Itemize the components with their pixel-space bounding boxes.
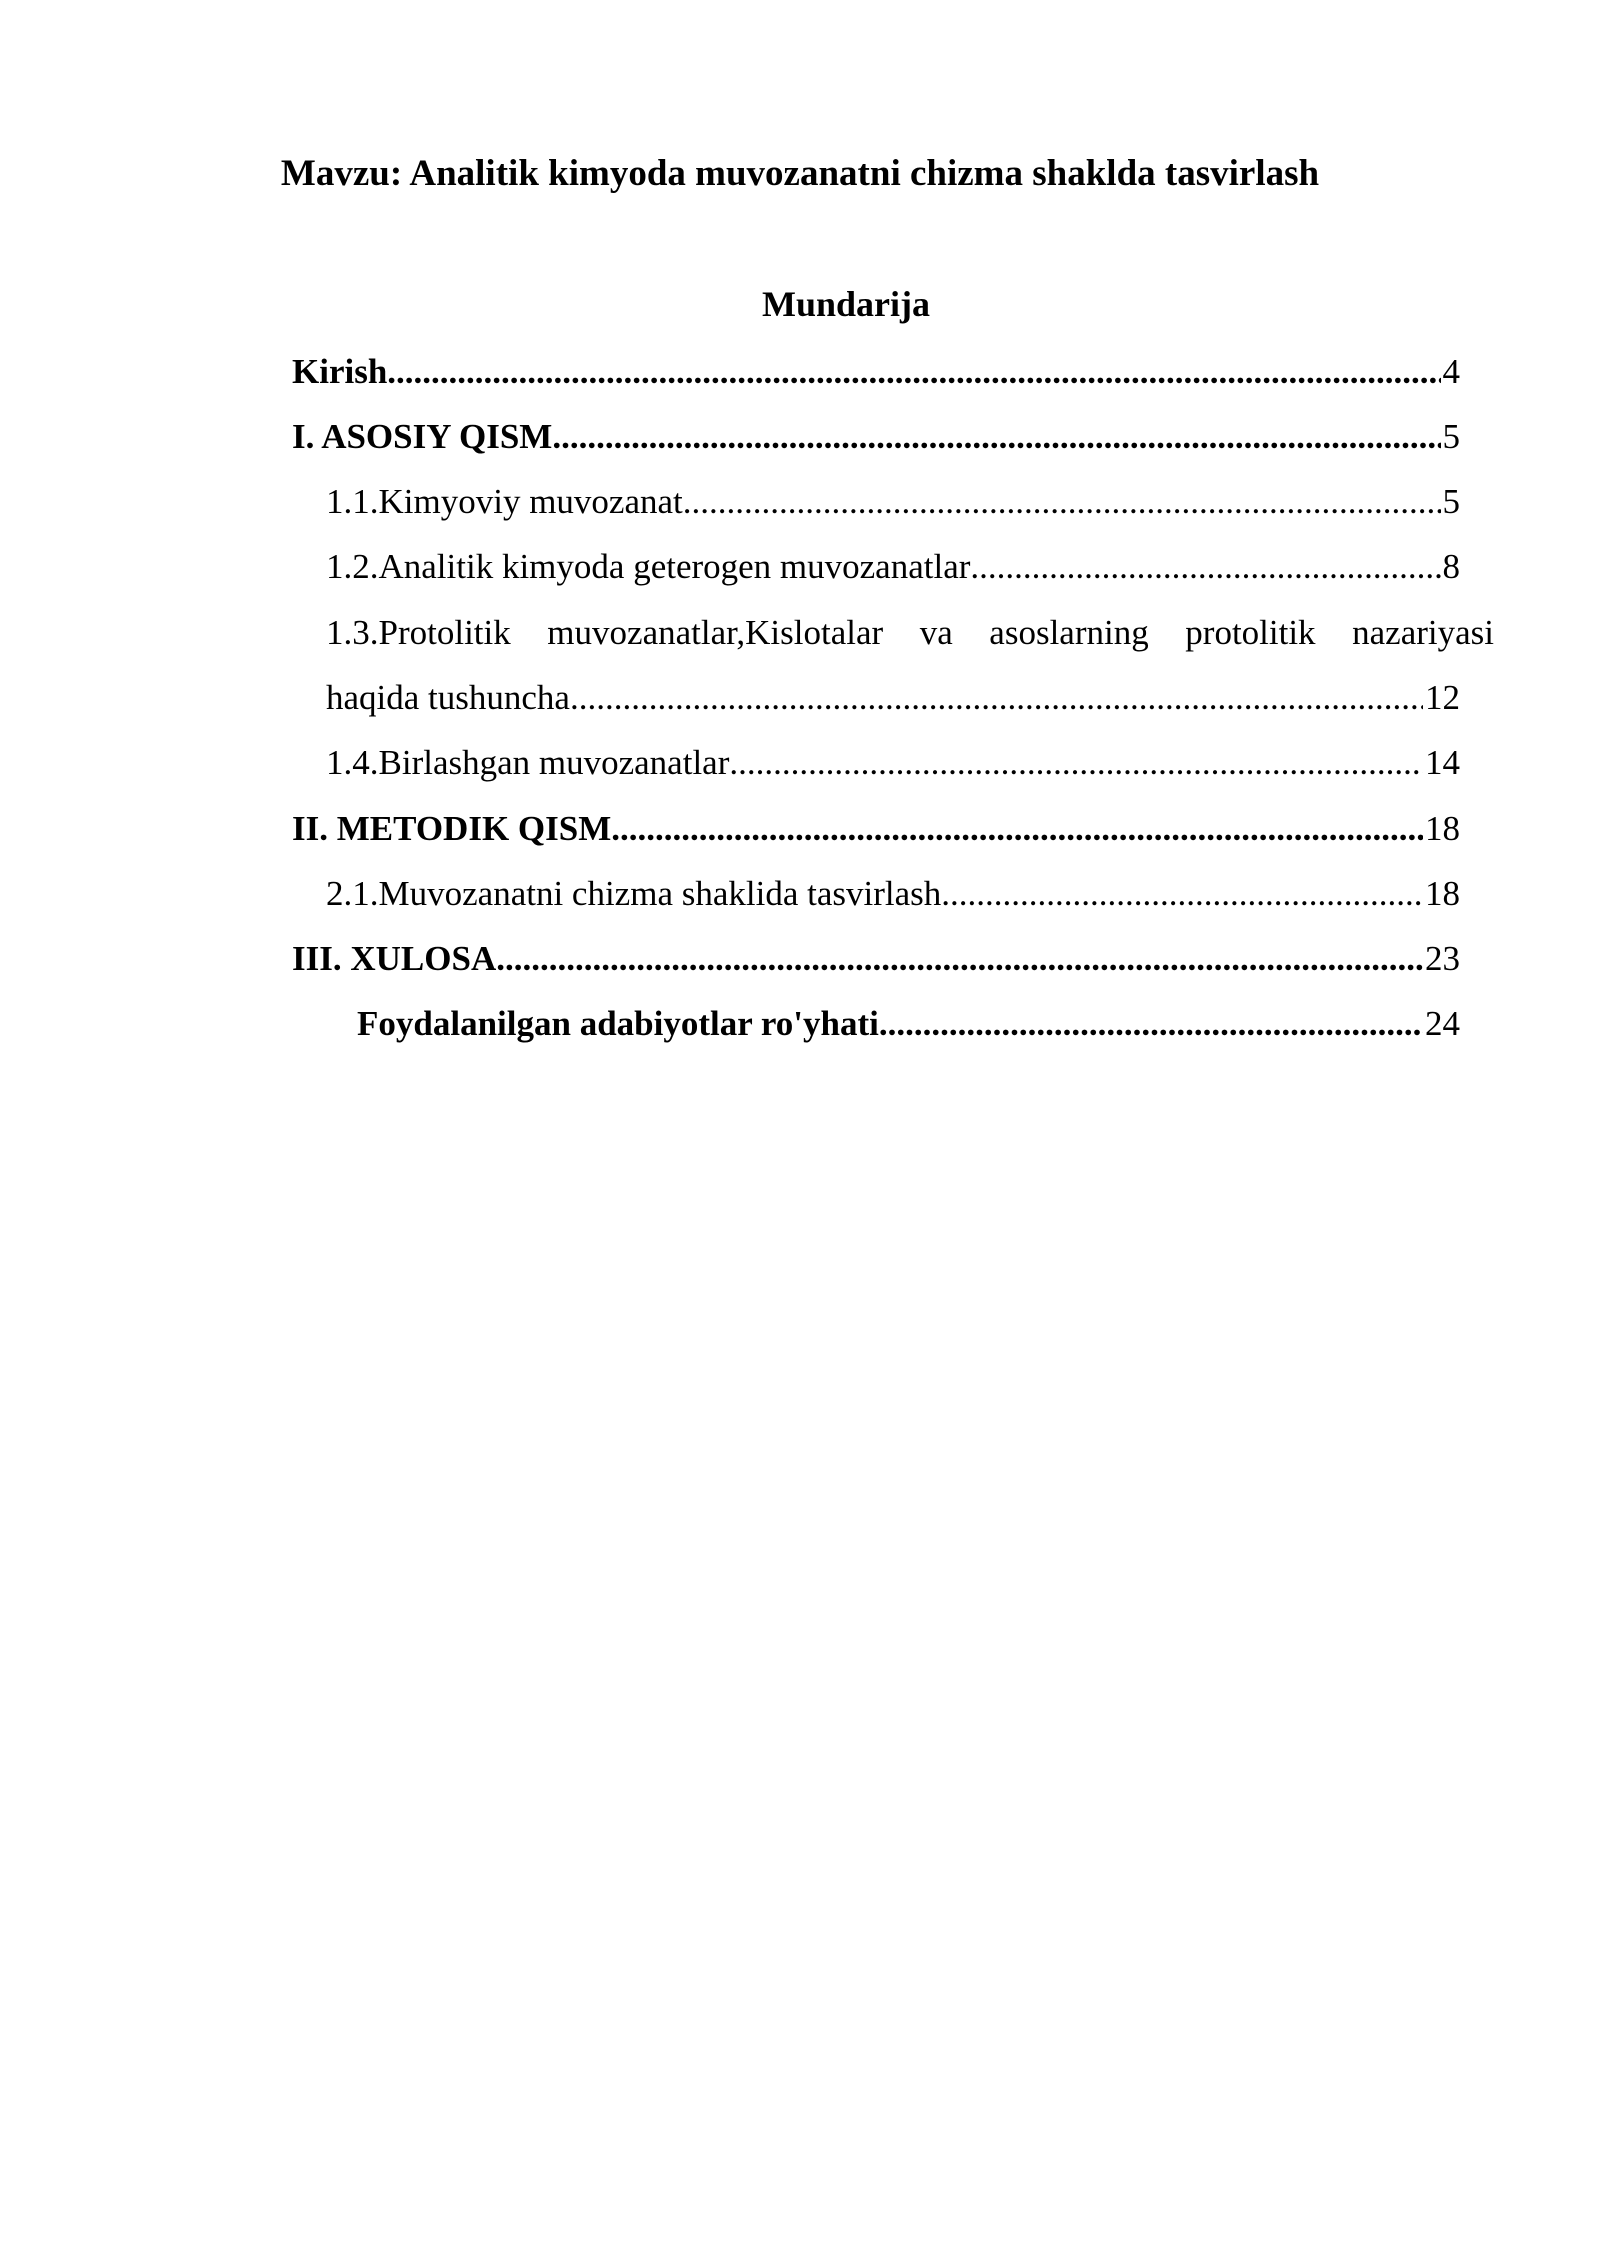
toc-entry-1-3[interactable] (326, 674, 1460, 722)
toc-entry-label: 1.2.Analitik kimyoda geterogen muvozanatlar (326, 547, 971, 586)
toc-page-number: 5 (1442, 482, 1460, 521)
toc-entry-2-1[interactable] (326, 870, 1460, 918)
toc-entry-1-2[interactable] (326, 543, 1460, 591)
toc-entry-adabiyotlar[interactable] (357, 1000, 1460, 1048)
toc-entry-xulosa[interactable] (292, 935, 1460, 983)
toc-dot-leader (496, 935, 1423, 983)
toc-entry-label: Foydalanilgan adabiyotlar ro'yhati (357, 1004, 879, 1043)
toc-dot-leader (729, 739, 1423, 787)
toc-entry-label: II. METODIK QISM (292, 809, 612, 848)
toc-entry-1-3-line1[interactable]: 1.3.Protolitik muvozanatlar,Kislotalar va asoslarning protolitik nazariyasi (326, 613, 1494, 652)
toc-entry-label: 1.1.Kimyoviy muvozanat (326, 482, 683, 521)
toc-entry-1-4[interactable] (326, 739, 1460, 787)
document-title: Mavzu: Analitik kimyoda muvozanatni chizma shaklda tasvirlash (280, 153, 1320, 194)
toc-entry-1-1[interactable] (326, 478, 1460, 526)
toc-dot-leader (879, 1000, 1423, 1048)
toc-entry-label: I. ASOSIY QISM (292, 417, 553, 456)
toc-entry-asosiy-qism[interactable] (292, 413, 1460, 461)
toc-page-number: 8 (1442, 547, 1460, 586)
toc-entry-metodik-qism[interactable] (292, 805, 1460, 853)
toc-page-number: 18 (1425, 874, 1460, 913)
toc-page-number: 24 (1425, 1004, 1460, 1043)
toc-page-number: 4 (1442, 352, 1460, 391)
toc-dot-leader (387, 348, 1440, 396)
toc-dot-leader (611, 805, 1423, 853)
toc-entry-label: Kirish (292, 352, 388, 391)
toc-entry-label: III. XULOSA (292, 939, 497, 978)
toc-page-number: 12 (1425, 678, 1460, 717)
toc-heading: Mundarija (761, 284, 930, 324)
toc-entry-label: 1.4.Birlashgan muvozanatlar (326, 743, 730, 782)
toc-dot-leader (941, 870, 1423, 918)
toc-page-number: 23 (1425, 939, 1460, 978)
toc-dot-leader (552, 413, 1440, 461)
toc-page-number: 14 (1425, 743, 1460, 782)
toc-page-number: 18 (1425, 809, 1460, 848)
toc-entry-kirish[interactable] (292, 348, 1460, 396)
toc-entry-label: haqida tushuncha (326, 678, 570, 717)
toc-dot-leader (570, 674, 1423, 722)
toc-dot-leader (970, 543, 1440, 591)
toc-dot-leader (683, 478, 1441, 526)
toc-entry-label: 2.1.Muvozanatni chizma shaklida tasvirlash (326, 874, 942, 913)
toc-page-number: 5 (1442, 417, 1460, 456)
